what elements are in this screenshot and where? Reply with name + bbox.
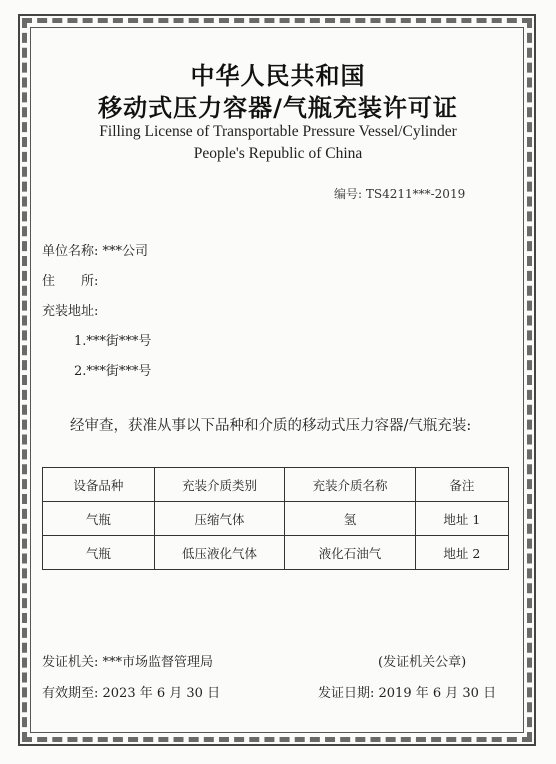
header-equipment-type: 设备品种 xyxy=(43,468,155,502)
issuer-seal-note: (发证机关公章) xyxy=(378,655,467,670)
issue-date: 发证日期: 2019 年 6 月 30 日 xyxy=(318,686,497,701)
filling-address-1: 1.***街***号 xyxy=(74,334,152,349)
cell-equipment-type: 气瓶 xyxy=(43,502,155,536)
table-row xyxy=(43,536,509,570)
title-english-line2: People's Republic of China xyxy=(193,145,363,162)
cell-equipment-type: 气瓶 xyxy=(43,536,155,570)
header-medium-category: 充装介质类别 xyxy=(154,468,284,502)
header-remarks: 备注 xyxy=(415,468,508,502)
title-chinese-line1: 中华人民共和国 xyxy=(190,62,366,90)
title-chinese-line2: 移动式压力容器/气瓶充装许可证 xyxy=(98,94,458,122)
filling-address-2: 2.***街***号 xyxy=(74,364,152,379)
cell-remarks: 地址 1 xyxy=(415,502,508,536)
cell-remarks: 地址 2 xyxy=(415,536,508,570)
certificate-number: 编号: TS4211***-2019 xyxy=(334,187,466,201)
address-label: 住 所: xyxy=(42,274,99,289)
cell-medium-category: 低压液化气体 xyxy=(154,536,284,570)
valid-until: 有效期至: 2023 年 6 月 30 日 xyxy=(42,686,221,701)
approval-statement: 经审查，获准从事以下品种和介质的移动式压力容器/气瓶充装: xyxy=(70,418,472,434)
permit-table xyxy=(42,467,509,570)
unit-name: 单位名称: ***公司 xyxy=(42,244,149,259)
header-medium-name: 充装介质名称 xyxy=(285,468,415,502)
issuing-authority: 发证机关: ***市场监督管理局 xyxy=(42,655,214,670)
filling-address-label: 充装地址: xyxy=(42,304,99,319)
cell-medium-name: 氢 xyxy=(285,502,415,536)
table-header-row xyxy=(43,468,509,502)
table-row xyxy=(43,502,509,536)
cell-medium-name: 液化石油气 xyxy=(285,536,415,570)
title-english-line1: Filling License of Transportable Pressure Vessel/Cylinder xyxy=(99,123,457,140)
cell-medium-category: 压缩气体 xyxy=(154,502,284,536)
